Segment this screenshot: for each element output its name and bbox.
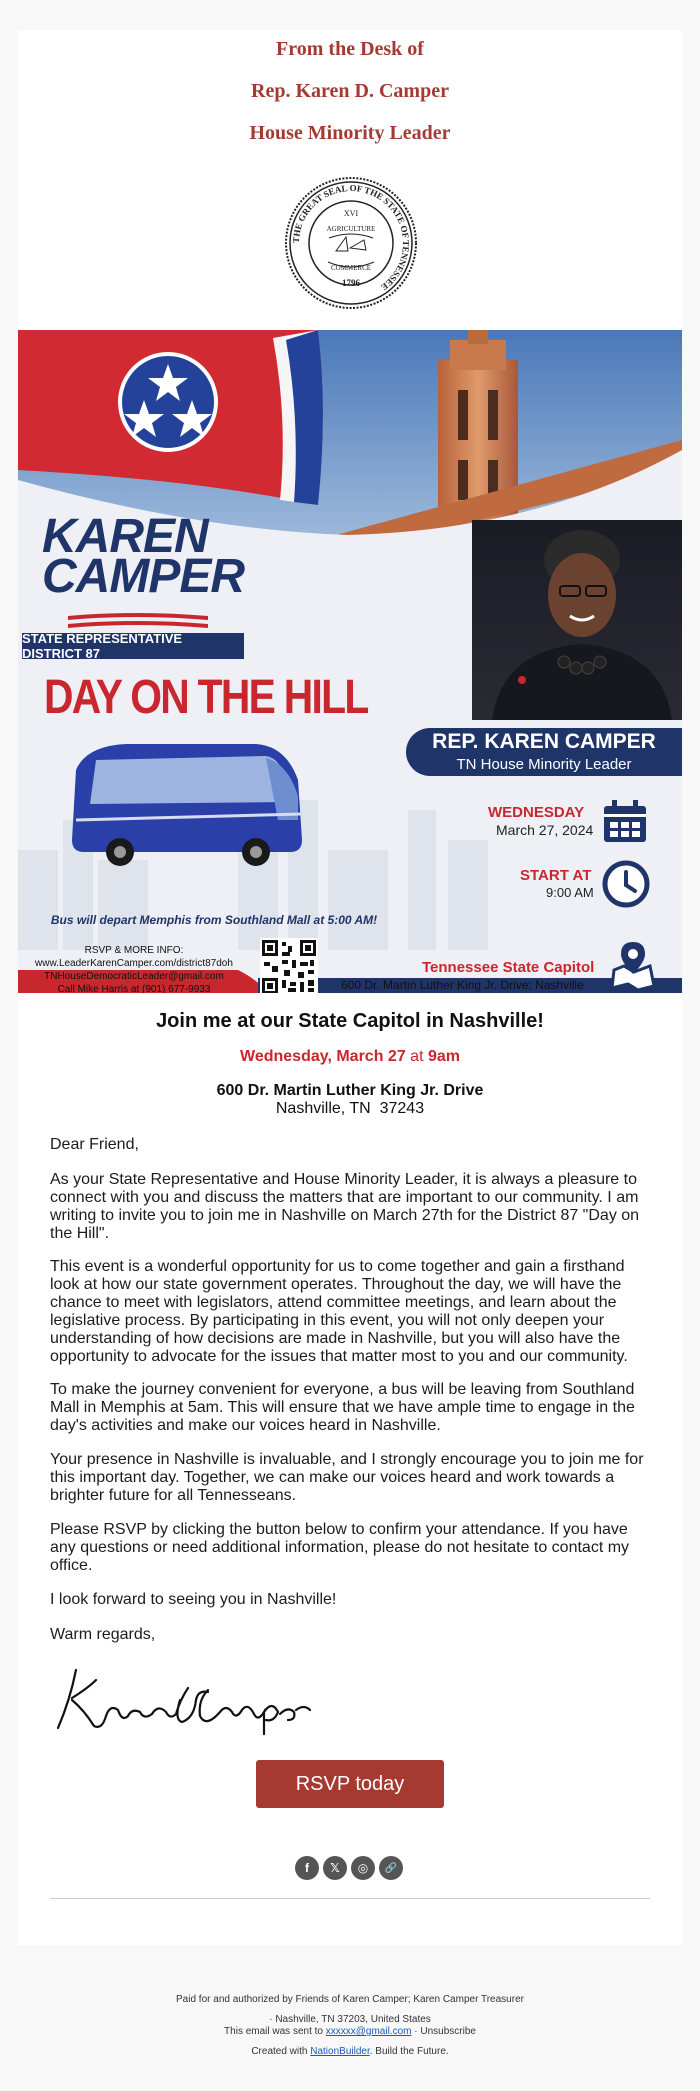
instagram-icon[interactable]: ◎ [351, 1856, 375, 1880]
rep-title: TN House Minority Leader [456, 756, 632, 773]
footer-created [0, 2046, 700, 2057]
facebook-icon[interactable]: f [295, 1856, 319, 1880]
signature-image [48, 1660, 328, 1740]
calendar-icon [602, 800, 648, 844]
event-street: 600 Dr. Martin Luther King Jr. Drive [216, 1082, 484, 1099]
letter-paragraph-6: I look forward to seeing you in Nashville! [50, 1591, 337, 1608]
event-day: WEDNESDAY [488, 804, 585, 821]
event-date: March 27, 2024 [496, 822, 594, 838]
start-label: START AT [520, 867, 592, 884]
rep-name: REP. KAREN CAMPER [432, 730, 656, 753]
letter-paragraph-4: Your presence in Nashville is invaluable, and I strongly encourage you to join me for this important day. Together, we can make our voices heard and work towards a brighter future for all Tennesseans. [50, 1451, 644, 1504]
rsvp-button[interactable]: RSVP today [256, 1760, 444, 1808]
event-at-text: at [405, 1048, 428, 1065]
rsvp-info-block [18, 944, 250, 993]
event-date-text: Wednesday, March 27 [240, 1048, 406, 1065]
footer-address: · Nashville, TN 37203, United States [269, 2014, 431, 2025]
x-icon[interactable]: 𝕏 [323, 1856, 347, 1880]
letter-paragraph-2: This event is a wonderful opportunity for us to come together and gain a firsthand look at how our state government operates. Throughout the day, we will have the chance to meet with legislators, attend committee meetings, and learn about the legislative process. By participating in this event, you will not only deepen your understanding of how decisions are made in Nashville, but you will also have the opportunity to advocate for the issues that matter most to you and our community. [50, 1258, 628, 1365]
state-seal-icon [284, 176, 418, 310]
bus-note: Bus will depart Memphis from Southland Mall at 5:00 AM! [50, 913, 378, 927]
footer-email-link[interactable]: xxxxxx@gmail.com [325, 2026, 412, 2037]
start-time: 9:00 AM [546, 885, 594, 900]
event-date-line [18, 1048, 682, 1066]
seal-year: 1796 [342, 278, 360, 288]
event-headline: Join me at our State Capitol in Nashville! [156, 1010, 544, 1032]
footer-unsubscribe[interactable]: · Unsubscribe [411, 2026, 476, 2037]
nationbuilder-link[interactable]: NationBuilder [310, 2046, 370, 2057]
seal-agriculture: AGRICULTURE [326, 225, 376, 233]
event-city: Nashville, TN 37243 [275, 1100, 425, 1117]
letter-paragraph-5: Please RSVP by clicking the button below to confirm your attendance. If you have any questions or need additional information, please do not hesitate to contact my office. [50, 1521, 630, 1574]
footer-created-prefix: Created with [251, 2046, 311, 2057]
event-time-text: 9am [427, 1048, 460, 1065]
footer-sent-to [0, 2026, 700, 2037]
rsvp-info-site: www.LeaderKarenCamper.com/district87doh [35, 958, 233, 969]
qr-code-icon [260, 938, 318, 993]
clock-icon [602, 860, 650, 908]
seal-roman: XVI [343, 209, 359, 218]
venue-address: 600 Dr. Martin Luther King Jr. Drive; Nashville [341, 978, 584, 992]
camper-logo-line2: CAMPER [42, 550, 245, 603]
district-banner: STATE REPRESENTATIVE DISTRICT 87 [22, 633, 244, 659]
venue-name: Tennessee State Capitol [422, 959, 595, 976]
event-title: DAY ON THE HILL [44, 671, 368, 724]
footer-sent-prefix: This email was sent to [224, 2026, 326, 2037]
letter-greeting: Dear Friend, [50, 1136, 139, 1153]
logo-stripes [68, 612, 208, 630]
map-pin-icon [610, 940, 656, 990]
divider [50, 1898, 650, 1899]
header-line-desk: From the Desk of [276, 38, 424, 60]
footer-created-suffix: . Build the Future. [369, 2046, 449, 2057]
rsvp-info-title: RSVP & MORE INFO: [84, 945, 184, 956]
seal-commerce: COMMERCE [330, 264, 372, 272]
seal-ring-text: THE GREAT SEAL OF THE STATE OF TENNESSEE [290, 182, 412, 293]
link-icon[interactable]: 🔗 [379, 1856, 403, 1880]
letter-paragraph-3: To make the journey convenient for everyone, a bus will be leaving from Southland Mall in Memphis at 5am. This will ensure that we have ample time to engage in the day's activities and make our voices heard in Nashville. [50, 1381, 635, 1434]
karen-logo-line1: KAREN [42, 510, 208, 563]
rep-photo [472, 520, 682, 720]
bus-icon [66, 740, 306, 870]
letter-paragraph-1: As your State Representative and House Minority Leader, it is always a pleasure to connect with you and discuss the matters that are important to our community. I am writing to invite you to join me in Nashville on March 27th for the District 87 "Day on the Hill". [50, 1171, 640, 1242]
rsvp-info-email: TNHouseDemocraticLeader@gmail.com [44, 971, 224, 982]
footer-paid-for: Paid for and authorized by Friends of Karen Camper; Karen Camper Treasurer [176, 1994, 524, 2005]
letter-closing: Warm regards, [50, 1626, 156, 1643]
header-line-name: Rep. Karen D. Camper [251, 80, 449, 102]
event-flyer [18, 330, 682, 993]
header-line-title: House Minority Leader [249, 122, 451, 144]
rsvp-info-phone: Call Mike Harris at (901) 677-9933 [57, 984, 211, 993]
email-card [18, 30, 682, 1945]
